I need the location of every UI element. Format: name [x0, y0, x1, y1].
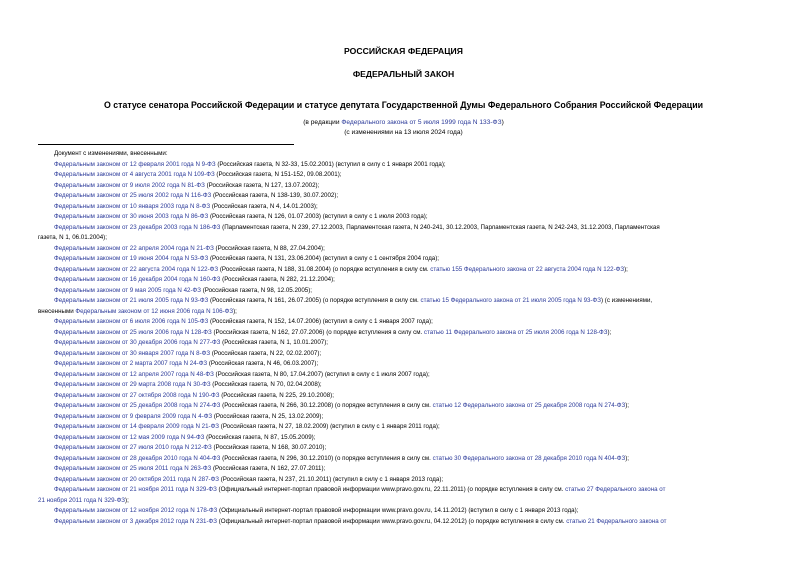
amendment-text: газета, N 1, 06.01.2004); — [38, 234, 107, 241]
amendment-item — [38, 286, 773, 297]
amendment-text: ); — [624, 265, 628, 273]
amendment-item — [38, 517, 773, 528]
amendment-text: (Российская газета, N 296, 30.12.2010) (о порядке вступления в силу см. — [220, 454, 433, 462]
amendment-article-link[interactable]: статью 21 Федерального закона от — [566, 517, 667, 525]
amendment-law-link[interactable]: Федеральным законом от 12 февраля 2001 года N 9-ФЗ — [54, 160, 216, 168]
amendment-text: (Российская газета, N 46, 06.03.2007); — [207, 360, 319, 367]
amendment-text: (Российская газета, N 70, 02.04.2008); — [210, 381, 322, 388]
amendment-law-link[interactable]: Федеральным законом от 2 марта 2007 года N 24-ФЗ — [54, 360, 208, 367]
amendment-text: (Российская газета, N 131, 23.06.2004) (вступил в силу с 1 сентября 2004 года); — [208, 255, 440, 262]
amendment-article-link[interactable]: статью 12 Федерального закона от 25 декабря 2008 года N 274-ФЗ — [432, 402, 626, 409]
amendment-text: ); — [607, 328, 612, 336]
amendment-item — [38, 254, 773, 265]
amendment-law-link[interactable]: Федеральным законом от 30 декабря 2006 года N 277-ФЗ — [54, 339, 221, 346]
amendment-item — [38, 244, 773, 255]
amendment-law-link[interactable]: Федеральным законом от 27 октября 2008 года N 190-ФЗ — [54, 391, 220, 399]
amendment-item — [38, 181, 773, 192]
amendment-item — [38, 212, 773, 223]
amendment-law-link[interactable]: Федеральным законом от 10 января 2003 года N 8-ФЗ — [54, 202, 211, 210]
amendment-item — [38, 275, 773, 286]
edition-note — [0, 119, 807, 126]
amendment-law-link[interactable]: Федеральным законом от 25 июля 2002 года N 116-ФЗ — [54, 192, 212, 199]
amendment-article-link[interactable]: статью 15 Федерального закона от 21 июля 2005 года N 93-ФЗ — [420, 297, 601, 304]
amendment-law-link[interactable]: Федеральным законом от 21 ноября 2011 года N 329-ФЗ — [54, 486, 217, 493]
amendments-list — [38, 149, 773, 527]
amendment-text: (Российская газета, N 98, 12.05.2005); — [200, 286, 313, 294]
amendment-law-link[interactable]: Федеральным законом от 25 июля 2006 года N 128-ФЗ — [54, 328, 212, 336]
amendment-text: (Российская газета, N 237, 21.10.2011) (вступил в силу с 1 января 2013 года); — [219, 475, 444, 483]
amendment-law-link[interactable]: Федеральным законом от 25 декабря 2008 года N 274-ФЗ — [54, 402, 221, 409]
amendment-text: (Парламентская газета, N 239, 27.12.2003, Парламентская газета, N 240-241, 30.12.2003, Парламентская газета, N 242-243, 31.12.2003, Парламентская — [220, 223, 660, 231]
amendment-item — [38, 401, 773, 412]
amendment-item — [38, 202, 773, 213]
amendment-text: (Российская газета, N 22, 02.02.2007); — [210, 349, 322, 357]
edition-prefix: (в редакции — [303, 119, 342, 126]
amendment-law-link[interactable]: Федеральным законом от 30 июня 2003 года N 86-ФЗ — [54, 213, 209, 220]
amendment-item — [38, 170, 773, 181]
amendment-law-link[interactable]: Федеральным законом от 30 января 2007 года N 8-ФЗ — [54, 349, 211, 357]
amendment-text: ); — [233, 307, 237, 315]
amendment-law-link[interactable]: Федеральным законом от 21 июля 2005 года N 93-ФЗ — [54, 297, 209, 304]
amendment-text: (Российская газета, N 32-33, 15.02.2001) (вступил в силу с 1 января 2001 года); — [215, 160, 446, 168]
amendment-item — [38, 391, 773, 402]
amendment-item — [38, 191, 773, 202]
amendment-text: (Официальный интернет-портал правовой информации www.pravo.gov.ru, 22.11.2011) (о порядке вступления в силу см. — [216, 486, 566, 493]
amendment-text: ); — [625, 402, 630, 409]
amendment-text: (Российская газета, N 168, 30.07.2010); — [211, 444, 327, 451]
amendment-text: (Российская газета, N 162, 27.07.2011); — [211, 465, 326, 472]
amendment-item — [38, 464, 773, 475]
amendment-text: (Российская газета, N 225, 29.10.2008); — [219, 391, 334, 399]
amendment-item — [38, 296, 773, 307]
amendment-item-continuation — [38, 233, 773, 244]
amendment-law-link[interactable]: Федеральным законом от 6 июля 2006 года N 105-ФЗ — [54, 318, 209, 325]
amendment-item — [38, 433, 773, 444]
amendment-text: ); — [625, 454, 630, 462]
amendment-law-link[interactable]: Федеральным законом от 9 июля 2002 года N 81-ФЗ — [54, 181, 205, 189]
amendment-law-link[interactable]: Федеральным законом от 14 февраля 2009 года N 21-ФЗ — [54, 423, 220, 430]
amendment-text: (Российская газета, N 188, 31.08.2004) (о порядке вступления в силу см. — [218, 265, 431, 273]
amendment-text: (Российская газета, N 162, 27.07.2006) (о порядке вступления в силу см. — [211, 328, 424, 336]
amendment-text: (Российская газета, N 87, 15.05.2009); — [204, 433, 316, 441]
separator-line — [38, 144, 294, 145]
amendment-item — [38, 160, 773, 171]
amendments-intro: Документ с изменениями, внесенными: — [54, 150, 168, 157]
amendment-item — [38, 265, 773, 276]
amendment-law-link[interactable]: Федеральным законом от 16 декабря 2004 года N 160-ФЗ — [54, 276, 221, 283]
amendment-item — [38, 485, 773, 496]
edition-suffix: ) — [501, 119, 504, 126]
amendment-article-link[interactable]: статью 30 Федерального закона от 28 декабря 2010 года N 404-ФЗ — [432, 454, 626, 462]
amendment-text: (Российская газета, N 127, 13.07.2002); — [204, 181, 320, 189]
amendment-text: (Российская газета, N 4, 14.01.2003); — [210, 202, 318, 210]
amendment-law-link[interactable]: Федеральным законом от 25 июля 2011 года N 263-ФЗ — [54, 465, 212, 472]
amendment-item — [38, 380, 773, 391]
amendment-text: (Российская газета, N 27, 18.02.2009) (вступил в силу с 1 января 2011 года); — [219, 423, 440, 430]
amendment-law-link[interactable]: Федеральным законом от 3 декабря 2012 года N 231-ФЗ — [54, 517, 217, 525]
amendment-text: ); — [125, 496, 129, 504]
amendment-item — [38, 506, 773, 517]
amendment-text: (Российская газета, N 282, 21.12.2004); — [220, 276, 335, 283]
amendment-text: (Российская газета, N 80, 17.04.2007) (вступил в силу с 1 июля 2007 года); — [213, 370, 430, 378]
amendment-text: (Российская газета, N 1, 10.01.2007); — [220, 339, 328, 346]
amendment-law-link[interactable]: Федеральным законом от 22 августа 2004 года N 122-ФЗ — [54, 265, 219, 273]
amendment-law-link[interactable]: Федеральным законом от 29 марта 2008 года N 30-ФЗ — [54, 381, 211, 388]
amendment-article-link[interactable]: статью 27 Федерального закона от — [565, 486, 666, 493]
amendment-item — [38, 328, 773, 339]
amendment-item-continuation — [38, 307, 773, 318]
amendment-item — [38, 349, 773, 360]
amendment-item — [38, 223, 773, 234]
amendment-item — [38, 422, 773, 433]
amendment-law-link[interactable]: Федеральным законом от 22 апреля 2004 года N 21-ФЗ — [54, 244, 214, 252]
amendment-law-link[interactable]: Федеральным законом от 9 февраля 2009 года N 4-ФЗ — [54, 412, 213, 420]
changes-note: (с изменениями на 13 июля 2024 года) — [344, 129, 463, 136]
amendment-text: внесенными — [38, 307, 76, 315]
amendment-item — [38, 475, 773, 486]
amendment-text: (Российская газета, N 266, 30.12.2008) (о порядке вступления в силу см. — [220, 402, 433, 409]
amendment-article-link[interactable]: статью 11 Федерального закона от 25 июля 2006 года N 128-ФЗ — [423, 328, 608, 336]
amendment-item — [38, 317, 773, 328]
amendment-law-link[interactable]: Федеральным законом от 12 мая 2009 года N 94-ФЗ — [54, 433, 205, 441]
amendment-law-link[interactable]: Федеральным законом от 12 апреля 2007 года N 48-ФЗ — [54, 370, 214, 378]
country-heading: РОССИЙСКАЯ ФЕДЕРАЦИЯ — [343, 46, 464, 56]
amendment-text: (Российская газета, N 151-152, 09.08.2001); — [214, 171, 342, 178]
amendment-item — [38, 338, 773, 349]
amendment-law-link[interactable]: Федеральным законом от 19 июня 2004 года N 53-ФЗ — [54, 255, 209, 262]
amendment-article-link[interactable]: статью 155 Федерального закона от 22 августа 2004 года N 122-ФЗ — [430, 265, 625, 273]
amendment-text: (Официальный интернет-портал правовой информации www.pravo.gov.ru, 14.11.2012) (вступил в силу с 1 января 2013 года); — [217, 507, 579, 514]
amendment-law-link[interactable]: Федеральным законом от 28 декабря 2010 года N 404-ФЗ — [54, 454, 221, 462]
edition-link[interactable]: Федерального закона от 5 июля 1999 года N 133-ФЗ — [341, 119, 502, 126]
amendment-law-link[interactable]: Федеральным законом от 23 декабря 2003 года N 186-ФЗ — [54, 223, 221, 231]
amendment-text: (Российская газета, N 138-139, 30.07.2002); — [211, 192, 339, 199]
document-type-heading: ФЕДЕРАЛЬНЫЙ ЗАКОН — [352, 69, 455, 79]
amendment-text: ) (с изменениями, — [601, 297, 653, 304]
amendment-text: (Российская газета, N 88, 27.04.2004); — [213, 244, 325, 252]
amendment-law-link[interactable]: Федеральным законом от 27 июля 2010 года N 212-ФЗ — [54, 444, 212, 451]
amendment-item — [38, 454, 773, 465]
amendment-text: (Российская газета, N 25, 13.02.2009); — [212, 412, 324, 420]
amendment-item — [38, 359, 773, 370]
amendment-law-link[interactable]: Федеральным законом от 12 ноября 2012 года N 178-ФЗ — [54, 507, 218, 514]
amendment-law-link[interactable]: 21 ноября 2011 года N 329-ФЗ — [38, 496, 126, 504]
amendment-text: (Официальный интернет-портал правовой информации www.pravo.gov.ru, 04.12.2012) (о порядке вступления в силу см. — [216, 517, 567, 525]
amendment-item — [38, 370, 773, 381]
document-title: О статусе сенатора Российской Федерации и статусе депутата Государственной Думы Федерального Собрания Российской Федерации — [103, 100, 704, 110]
amendment-law-link[interactable]: Федеральным законом от 20 октября 2011 года N 287-ФЗ — [54, 475, 220, 483]
amendment-item-continuation — [38, 496, 773, 507]
amendment-item — [38, 412, 773, 423]
amendment-text: (Российская газета, N 126, 01.07.2003) (вступил в силу с 1 июля 2003 года); — [208, 213, 428, 220]
amendment-text: (Российская газета, N 161, 26.07.2005) (о порядке вступления в силу см. — [208, 297, 421, 304]
amendment-item — [38, 443, 773, 454]
amendment-law-link[interactable]: Федеральным законом от 12 июня 2006 года N 106-ФЗ — [75, 307, 234, 315]
amendment-law-link[interactable]: Федеральным законом от 4 августа 2001 года N 109-ФЗ — [54, 171, 215, 178]
amendment-law-link[interactable]: Федеральным законом от 9 мая 2005 года N 42-ФЗ — [54, 286, 201, 294]
amendment-text: (Российская газета, N 152, 14.07.2006) (вступил в силу с 1 января 2007 года); — [208, 318, 433, 325]
